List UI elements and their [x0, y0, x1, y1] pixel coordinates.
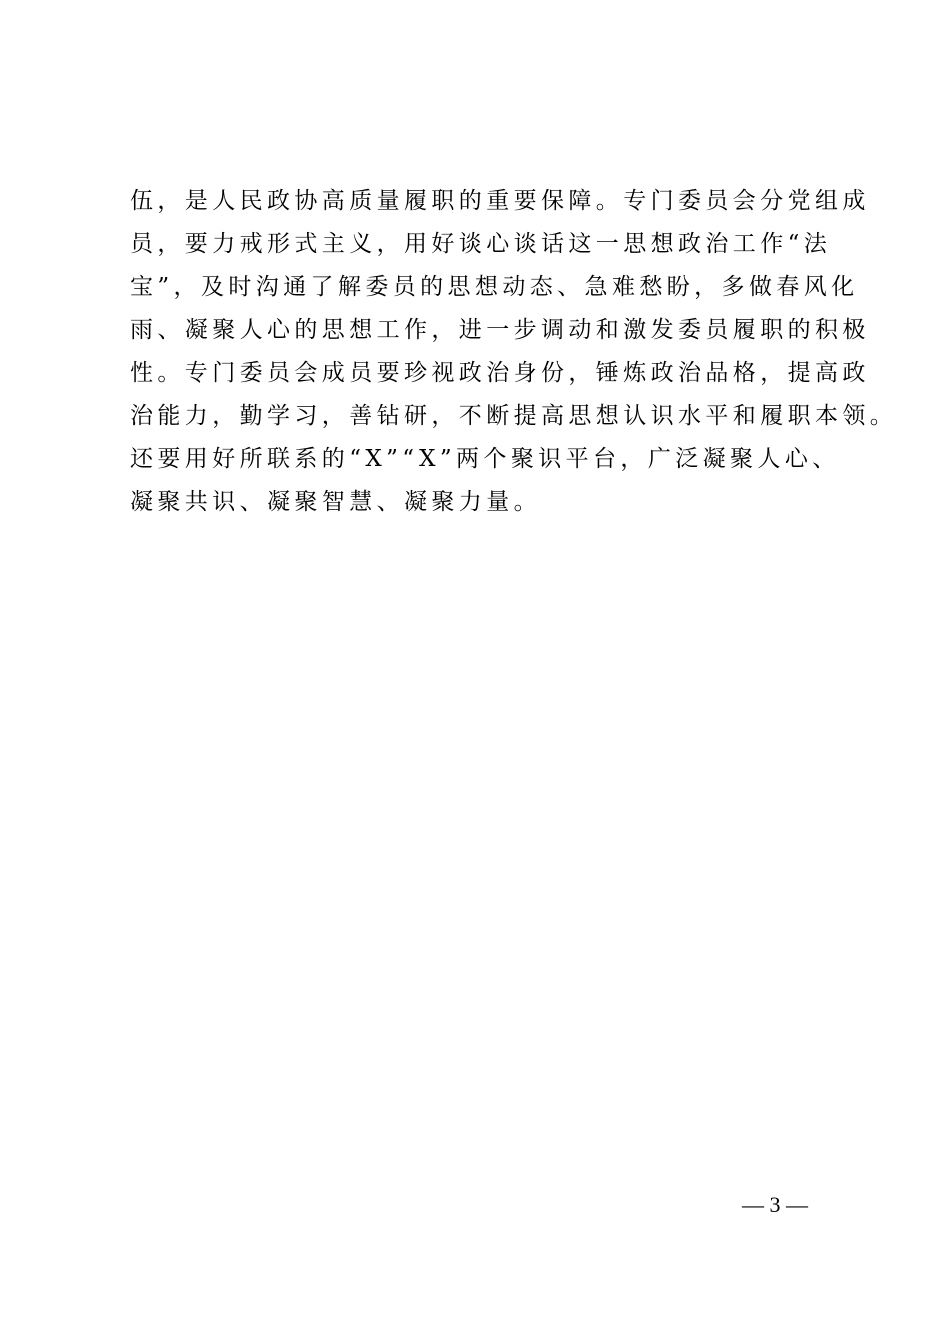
paragraph-line-1: 伍，是人民政协高质量履职的重要保障。专门委员会分党组成: [130, 188, 870, 214]
paragraph-line-5: 性。专门委员会成员要珍视政治身份，锤炼政治品格，提高政: [130, 360, 870, 386]
body-paragraph: [130, 180, 898, 524]
paragraph-line-8: 凝聚共识、凝聚智慧、凝聚力量。: [130, 489, 541, 515]
paragraph-line-2: 员，要力戒形式主义，用好谈心谈话这一思想政治工作“法: [130, 231, 832, 257]
page-number: — 3 —: [742, 1192, 808, 1217]
paragraph-line-3: 宝”，及时沟通了解委员的思想动态、急难愁盼，多做春风化: [130, 274, 859, 300]
paragraph-line-6: 治能力，勤学习，善钻研，不断提高思想认识水平和履职本领。: [130, 403, 898, 429]
paragraph-line-4: 雨、凝聚人心的思想工作，进一步调动和激发委员履职的积极: [130, 317, 870, 343]
paragraph-line-7: 还要用好所联系的“X”“X”两个聚识平台，广泛凝聚人心、: [130, 446, 840, 472]
